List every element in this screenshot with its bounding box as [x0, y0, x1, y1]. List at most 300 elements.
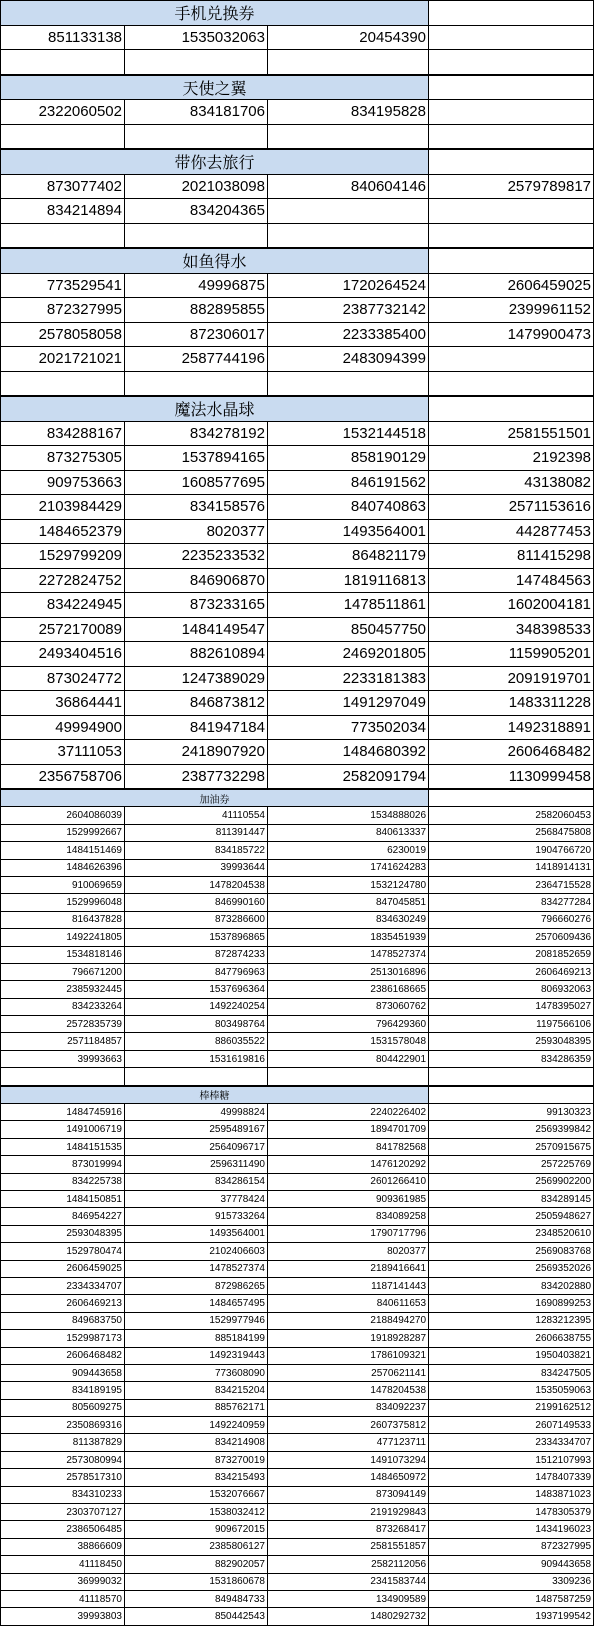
- cell[interactable]: 2386168665: [268, 981, 429, 998]
- cell[interactable]: [268, 223, 429, 248]
- cell[interactable]: 1493564001: [125, 1225, 268, 1242]
- section-title[interactable]: 手机兑换券: [1, 1, 429, 26]
- cell[interactable]: 886035522: [125, 1033, 268, 1050]
- cell[interactable]: 2399961152: [429, 298, 594, 323]
- cell[interactable]: 1904766720: [429, 842, 594, 859]
- cell[interactable]: 834215493: [125, 1469, 268, 1486]
- cell[interactable]: 2350869316: [1, 1417, 125, 1434]
- cell[interactable]: [125, 124, 268, 149]
- cell[interactable]: 1476120292: [268, 1156, 429, 1173]
- cell[interactable]: 49994900: [1, 715, 125, 740]
- cell[interactable]: [429, 199, 594, 224]
- cell[interactable]: 1819116813: [268, 568, 429, 593]
- cell[interactable]: 1534818146: [1, 946, 125, 963]
- cell[interactable]: 846873812: [125, 691, 268, 716]
- cell[interactable]: 2334334707: [1, 1277, 125, 1294]
- cell[interactable]: 873270019: [125, 1451, 268, 1468]
- cell[interactable]: 2573080994: [1, 1451, 125, 1468]
- cell[interactable]: 2021038098: [125, 174, 268, 199]
- cell[interactable]: 1894701709: [268, 1121, 429, 1138]
- cell[interactable]: 37111053: [1, 740, 125, 765]
- cell[interactable]: [1, 371, 125, 396]
- cell[interactable]: 1487587259: [429, 1590, 594, 1607]
- cell[interactable]: 2356758706: [1, 764, 125, 789]
- cell[interactable]: 806932063: [429, 981, 594, 998]
- cell[interactable]: 1478305379: [429, 1504, 594, 1521]
- cell[interactable]: 2578517310: [1, 1469, 125, 1486]
- cell[interactable]: [268, 199, 429, 224]
- cell[interactable]: 849484733: [125, 1590, 268, 1607]
- cell[interactable]: 2233385400: [268, 322, 429, 347]
- cell[interactable]: 39993663: [1, 1050, 125, 1067]
- cell[interactable]: 2582112056: [268, 1556, 429, 1573]
- cell[interactable]: 20454390: [268, 25, 429, 50]
- cell[interactable]: 257225769: [429, 1156, 594, 1173]
- cell[interactable]: 1835451939: [268, 929, 429, 946]
- cell[interactable]: 1478511861: [268, 593, 429, 618]
- cell[interactable]: 1492319443: [125, 1347, 268, 1364]
- cell[interactable]: 909443658: [429, 1556, 594, 1573]
- cell[interactable]: 873233165: [125, 593, 268, 618]
- cell[interactable]: 1690899253: [429, 1295, 594, 1312]
- cell[interactable]: 882610894: [125, 642, 268, 667]
- cell[interactable]: 2199162512: [429, 1399, 594, 1416]
- cell[interactable]: 1434196023: [429, 1521, 594, 1538]
- cell[interactable]: 1493564001: [268, 519, 429, 544]
- cell[interactable]: 99130323: [429, 1104, 594, 1121]
- cell[interactable]: [1, 124, 125, 149]
- cell[interactable]: 39993644: [125, 859, 268, 876]
- cell[interactable]: 1537696364: [125, 981, 268, 998]
- cell[interactable]: 8020377: [268, 1243, 429, 1260]
- cell[interactable]: 2579789817: [429, 174, 594, 199]
- cell[interactable]: 2570915675: [429, 1138, 594, 1155]
- cell[interactable]: 1534888026: [268, 807, 429, 824]
- cell[interactable]: 846954227: [1, 1208, 125, 1225]
- cell[interactable]: 1537894165: [125, 446, 268, 471]
- cell[interactable]: 846990160: [125, 894, 268, 911]
- cell[interactable]: 834286154: [125, 1173, 268, 1190]
- cell[interactable]: 49998824: [125, 1104, 268, 1121]
- cell[interactable]: [429, 100, 594, 125]
- cell[interactable]: 811387829: [1, 1434, 125, 1451]
- cell[interactable]: 37778424: [125, 1190, 268, 1207]
- cell[interactable]: [429, 223, 594, 248]
- cell[interactable]: 1484626396: [1, 859, 125, 876]
- cell[interactable]: 796671200: [1, 963, 125, 980]
- cell[interactable]: 2272824752: [1, 568, 125, 593]
- cell[interactable]: 847045851: [268, 894, 429, 911]
- cell[interactable]: 1480292732: [268, 1608, 429, 1625]
- cell[interactable]: 873060762: [268, 998, 429, 1015]
- cell[interactable]: 1484151535: [1, 1138, 125, 1155]
- cell[interactable]: 834214908: [125, 1434, 268, 1451]
- cell[interactable]: 2564096717: [125, 1138, 268, 1155]
- cell[interactable]: 1484657495: [125, 1295, 268, 1312]
- cell[interactable]: 909672015: [125, 1521, 268, 1538]
- cell[interactable]: 1786109321: [268, 1347, 429, 1364]
- cell[interactable]: [268, 124, 429, 149]
- cell[interactable]: 1159905201: [429, 642, 594, 667]
- cell[interactable]: 834288167: [1, 421, 125, 446]
- cell[interactable]: 1602004181: [429, 593, 594, 618]
- cell[interactable]: 1529977946: [125, 1312, 268, 1329]
- cell[interactable]: 834289145: [429, 1190, 594, 1207]
- cell[interactable]: 2513016896: [268, 963, 429, 980]
- section-title[interactable]: 带你去旅行: [1, 150, 429, 175]
- cell[interactable]: [1, 50, 125, 75]
- cell[interactable]: 873077402: [1, 174, 125, 199]
- cell[interactable]: 1492240959: [125, 1417, 268, 1434]
- cell[interactable]: 1608577695: [125, 470, 268, 495]
- cell[interactable]: 2569083768: [429, 1243, 594, 1260]
- cell[interactable]: 840604146: [268, 174, 429, 199]
- cell[interactable]: 872986265: [125, 1277, 268, 1294]
- cell[interactable]: 849683750: [1, 1312, 125, 1329]
- cell[interactable]: 1529780474: [1, 1243, 125, 1260]
- cell[interactable]: [268, 50, 429, 75]
- cell[interactable]: 1720264524: [268, 273, 429, 298]
- cell[interactable]: 2322060502: [1, 100, 125, 125]
- cell[interactable]: 43138082: [429, 470, 594, 495]
- cell[interactable]: 2240226402: [268, 1104, 429, 1121]
- cell[interactable]: 834202880: [429, 1277, 594, 1294]
- cell[interactable]: 6230019: [268, 842, 429, 859]
- cell[interactable]: 1187141443: [268, 1277, 429, 1294]
- cell[interactable]: 1478527374: [268, 946, 429, 963]
- cell[interactable]: 2189416641: [268, 1260, 429, 1277]
- cell[interactable]: [268, 1068, 429, 1085]
- cell[interactable]: 2593048395: [429, 1033, 594, 1050]
- cell[interactable]: 840613337: [268, 824, 429, 841]
- cell[interactable]: 41118570: [1, 1590, 125, 1607]
- cell[interactable]: 910069659: [1, 876, 125, 893]
- cell[interactable]: [125, 371, 268, 396]
- cell[interactable]: 909753663: [1, 470, 125, 495]
- cell[interactable]: 1529987173: [1, 1330, 125, 1347]
- cell[interactable]: [429, 347, 594, 372]
- cell[interactable]: 2505948627: [429, 1208, 594, 1225]
- cell[interactable]: [429, 249, 594, 274]
- cell[interactable]: 2569399842: [429, 1121, 594, 1138]
- cell[interactable]: 2606459025: [1, 1260, 125, 1277]
- cell[interactable]: 834247505: [429, 1364, 594, 1381]
- cell[interactable]: 2102406603: [125, 1243, 268, 1260]
- cell[interactable]: 2582091794: [268, 764, 429, 789]
- cell[interactable]: 882895855: [125, 298, 268, 323]
- cell[interactable]: 2103984429: [1, 495, 125, 520]
- cell[interactable]: 8020377: [125, 519, 268, 544]
- cell[interactable]: 773502034: [268, 715, 429, 740]
- cell[interactable]: 834286359: [429, 1050, 594, 1067]
- cell[interactable]: 834204365: [125, 199, 268, 224]
- cell[interactable]: 2606469213: [429, 963, 594, 980]
- cell[interactable]: 3309236: [429, 1573, 594, 1590]
- cell[interactable]: 834092237: [268, 1399, 429, 1416]
- cell[interactable]: 2387732298: [125, 764, 268, 789]
- cell[interactable]: 36864441: [1, 691, 125, 716]
- cell[interactable]: 2569352026: [429, 1260, 594, 1277]
- cell[interactable]: 38866609: [1, 1538, 125, 1555]
- cell[interactable]: 834310233: [1, 1486, 125, 1503]
- cell[interactable]: [429, 150, 594, 175]
- cell[interactable]: 834195828: [268, 100, 429, 125]
- cell[interactable]: 873019994: [1, 1156, 125, 1173]
- cell[interactable]: 851133138: [1, 25, 125, 50]
- cell[interactable]: 2578058058: [1, 322, 125, 347]
- section-title[interactable]: 魔法水晶球: [1, 397, 429, 422]
- cell[interactable]: [1, 223, 125, 248]
- cell[interactable]: 1478407339: [429, 1469, 594, 1486]
- cell[interactable]: 840740863: [268, 495, 429, 520]
- cell[interactable]: [429, 25, 594, 50]
- section-title[interactable]: 天使之翼: [1, 75, 429, 100]
- cell[interactable]: [125, 1068, 268, 1085]
- cell[interactable]: 1741624283: [268, 859, 429, 876]
- cell[interactable]: [125, 223, 268, 248]
- cell[interactable]: 2593048395: [1, 1225, 125, 1242]
- cell[interactable]: 909361985: [268, 1190, 429, 1207]
- cell[interactable]: 2607149533: [429, 1417, 594, 1434]
- cell[interactable]: 1532124780: [268, 876, 429, 893]
- cell[interactable]: 858190129: [268, 446, 429, 471]
- cell[interactable]: 882902057: [125, 1556, 268, 1573]
- cell[interactable]: 442877453: [429, 519, 594, 544]
- cell[interactable]: 134909589: [268, 1590, 429, 1607]
- cell[interactable]: 1950403821: [429, 1347, 594, 1364]
- cell[interactable]: 850442543: [125, 1608, 268, 1625]
- cell[interactable]: 1478395027: [429, 998, 594, 1015]
- cell[interactable]: 2334334707: [429, 1434, 594, 1451]
- cell[interactable]: 1535032063: [125, 25, 268, 50]
- cell[interactable]: 872327995: [429, 1538, 594, 1555]
- cell[interactable]: 2572170089: [1, 617, 125, 642]
- cell[interactable]: 873275305: [1, 446, 125, 471]
- cell[interactable]: 1484149547: [125, 617, 268, 642]
- cell[interactable]: 1531619816: [125, 1050, 268, 1067]
- cell[interactable]: 1418914131: [429, 859, 594, 876]
- cell[interactable]: 1478204538: [125, 876, 268, 893]
- section-title[interactable]: 加油券: [1, 790, 429, 807]
- cell[interactable]: 834630249: [268, 911, 429, 928]
- cell[interactable]: 1130999458: [429, 764, 594, 789]
- cell[interactable]: 840611653: [268, 1295, 429, 1312]
- cell[interactable]: 1491297049: [268, 691, 429, 716]
- cell[interactable]: 2606469213: [1, 1295, 125, 1312]
- cell[interactable]: 873268417: [268, 1521, 429, 1538]
- cell[interactable]: [429, 1068, 594, 1085]
- cell[interactable]: 2570609436: [429, 929, 594, 946]
- cell[interactable]: 847796963: [125, 963, 268, 980]
- cell[interactable]: 1478204538: [268, 1382, 429, 1399]
- cell[interactable]: 1483871023: [429, 1486, 594, 1503]
- cell[interactable]: 147484563: [429, 568, 594, 593]
- cell[interactable]: 834225738: [1, 1173, 125, 1190]
- cell[interactable]: 1531578048: [268, 1033, 429, 1050]
- cell[interactable]: 36999032: [1, 1573, 125, 1590]
- cell[interactable]: 2303707127: [1, 1504, 125, 1521]
- cell[interactable]: 477123711: [268, 1434, 429, 1451]
- cell[interactable]: 816437828: [1, 911, 125, 928]
- cell[interactable]: 1247389029: [125, 666, 268, 691]
- cell[interactable]: 1492241805: [1, 929, 125, 946]
- cell[interactable]: 834233264: [1, 998, 125, 1015]
- cell[interactable]: 1479900473: [429, 322, 594, 347]
- cell[interactable]: 834215204: [125, 1382, 268, 1399]
- cell[interactable]: 1484150851: [1, 1190, 125, 1207]
- cell[interactable]: 1529996048: [1, 894, 125, 911]
- cell[interactable]: 834189195: [1, 1382, 125, 1399]
- cell[interactable]: 834089258: [268, 1208, 429, 1225]
- cell[interactable]: 2570621141: [268, 1364, 429, 1381]
- cell[interactable]: 850457750: [268, 617, 429, 642]
- cell[interactable]: 1283212395: [429, 1312, 594, 1329]
- cell[interactable]: 834214894: [1, 199, 125, 224]
- cell[interactable]: 1491006719: [1, 1121, 125, 1138]
- cell[interactable]: 834158576: [125, 495, 268, 520]
- cell[interactable]: 796660276: [429, 911, 594, 928]
- cell[interactable]: 1532076667: [125, 1486, 268, 1503]
- cell[interactable]: 1484680392: [268, 740, 429, 765]
- cell[interactable]: 796429360: [268, 1016, 429, 1033]
- cell[interactable]: 2469201805: [268, 642, 429, 667]
- cell[interactable]: 1484745916: [1, 1104, 125, 1121]
- cell[interactable]: 1529799209: [1, 544, 125, 569]
- cell[interactable]: 1512107993: [429, 1451, 594, 1468]
- cell[interactable]: 2572835739: [1, 1016, 125, 1033]
- cell[interactable]: 846191562: [268, 470, 429, 495]
- cell[interactable]: 1535059063: [429, 1382, 594, 1399]
- cell[interactable]: 885762171: [125, 1399, 268, 1416]
- cell[interactable]: 872874233: [125, 946, 268, 963]
- cell[interactable]: 1790717796: [268, 1225, 429, 1242]
- cell[interactable]: 2348520610: [429, 1225, 594, 1242]
- cell[interactable]: 2235233532: [125, 544, 268, 569]
- cell[interactable]: 909443658: [1, 1364, 125, 1381]
- cell[interactable]: 2606468482: [429, 740, 594, 765]
- cell[interactable]: 2606468482: [1, 1347, 125, 1364]
- cell[interactable]: 1197566106: [429, 1016, 594, 1033]
- cell[interactable]: 864821179: [268, 544, 429, 569]
- cell[interactable]: [429, 50, 594, 75]
- cell[interactable]: 804422901: [268, 1050, 429, 1067]
- cell[interactable]: [429, 1086, 594, 1103]
- cell[interactable]: 2385932445: [1, 981, 125, 998]
- cell[interactable]: 2386506485: [1, 1521, 125, 1538]
- cell[interactable]: 2596311490: [125, 1156, 268, 1173]
- cell[interactable]: 846906870: [125, 568, 268, 593]
- cell[interactable]: 2569902200: [429, 1173, 594, 1190]
- cell[interactable]: 873286600: [125, 911, 268, 928]
- cell[interactable]: 2387732142: [268, 298, 429, 323]
- cell[interactable]: [429, 397, 594, 422]
- cell[interactable]: 2364715528: [429, 876, 594, 893]
- cell[interactable]: 1492240254: [125, 998, 268, 1015]
- cell[interactable]: [429, 1, 594, 26]
- cell[interactable]: 834277284: [429, 894, 594, 911]
- cell[interactable]: 1483311228: [429, 691, 594, 716]
- cell[interactable]: 1937199542: [429, 1608, 594, 1625]
- cell[interactable]: 872306017: [125, 322, 268, 347]
- cell[interactable]: 811415298: [429, 544, 594, 569]
- cell[interactable]: 2233181383: [268, 666, 429, 691]
- cell[interactable]: 2091919701: [429, 666, 594, 691]
- cell[interactable]: 1538032412: [125, 1504, 268, 1521]
- cell[interactable]: 834278192: [125, 421, 268, 446]
- cell[interactable]: 348398533: [429, 617, 594, 642]
- cell[interactable]: 1537896865: [125, 929, 268, 946]
- cell[interactable]: 915733264: [125, 1208, 268, 1225]
- cell[interactable]: 1478527374: [125, 1260, 268, 1277]
- cell[interactable]: [429, 790, 594, 807]
- cell[interactable]: [429, 124, 594, 149]
- cell[interactable]: 41118450: [1, 1556, 125, 1573]
- cell[interactable]: 841782568: [268, 1138, 429, 1155]
- cell[interactable]: 2581551501: [429, 421, 594, 446]
- cell[interactable]: 49996875: [125, 273, 268, 298]
- cell[interactable]: 1484151469: [1, 842, 125, 859]
- cell[interactable]: 834181706: [125, 100, 268, 125]
- cell[interactable]: 811391447: [125, 824, 268, 841]
- cell[interactable]: 2571153616: [429, 495, 594, 520]
- cell[interactable]: [125, 50, 268, 75]
- cell[interactable]: 2595489167: [125, 1121, 268, 1138]
- cell[interactable]: 2582060453: [429, 807, 594, 824]
- cell[interactable]: 1531860678: [125, 1573, 268, 1590]
- cell[interactable]: 2188494270: [268, 1312, 429, 1329]
- cell[interactable]: [429, 371, 594, 396]
- cell[interactable]: 2385806127: [125, 1538, 268, 1555]
- cell[interactable]: 2191929843: [268, 1504, 429, 1521]
- cell[interactable]: 2493404516: [1, 642, 125, 667]
- cell[interactable]: 39993803: [1, 1608, 125, 1625]
- cell[interactable]: 1529992667: [1, 824, 125, 841]
- cell[interactable]: 834224945: [1, 593, 125, 618]
- cell[interactable]: 2192398: [429, 446, 594, 471]
- cell[interactable]: [268, 371, 429, 396]
- cell[interactable]: 885184199: [125, 1330, 268, 1347]
- cell[interactable]: 803498764: [125, 1016, 268, 1033]
- cell[interactable]: 773608090: [125, 1364, 268, 1381]
- cell[interactable]: 1484650972: [268, 1469, 429, 1486]
- cell[interactable]: 1491073294: [268, 1451, 429, 1468]
- cell[interactable]: 873094149: [268, 1486, 429, 1503]
- cell[interactable]: 2341583744: [268, 1573, 429, 1590]
- cell[interactable]: 873024772: [1, 666, 125, 691]
- cell[interactable]: 2418907920: [125, 740, 268, 765]
- cell[interactable]: 2587744196: [125, 347, 268, 372]
- cell[interactable]: 2568475808: [429, 824, 594, 841]
- cell[interactable]: 2581551857: [268, 1538, 429, 1555]
- cell[interactable]: 1532144518: [268, 421, 429, 446]
- cell[interactable]: 1918928287: [268, 1330, 429, 1347]
- cell[interactable]: 2604086039: [1, 807, 125, 824]
- cell[interactable]: 2607375812: [268, 1417, 429, 1434]
- cell[interactable]: 2483094399: [268, 347, 429, 372]
- cell[interactable]: 872327995: [1, 298, 125, 323]
- section-title[interactable]: 棒棒糖: [1, 1086, 429, 1103]
- cell[interactable]: 2571184857: [1, 1033, 125, 1050]
- cell[interactable]: 2081852659: [429, 946, 594, 963]
- section-title[interactable]: 如鱼得水: [1, 249, 429, 274]
- cell[interactable]: [1, 1068, 125, 1085]
- cell[interactable]: 1484652379: [1, 519, 125, 544]
- cell[interactable]: 2606459025: [429, 273, 594, 298]
- cell[interactable]: 773529541: [1, 273, 125, 298]
- cell[interactable]: 834185722: [125, 842, 268, 859]
- cell[interactable]: 41110554: [125, 807, 268, 824]
- cell[interactable]: [429, 75, 594, 100]
